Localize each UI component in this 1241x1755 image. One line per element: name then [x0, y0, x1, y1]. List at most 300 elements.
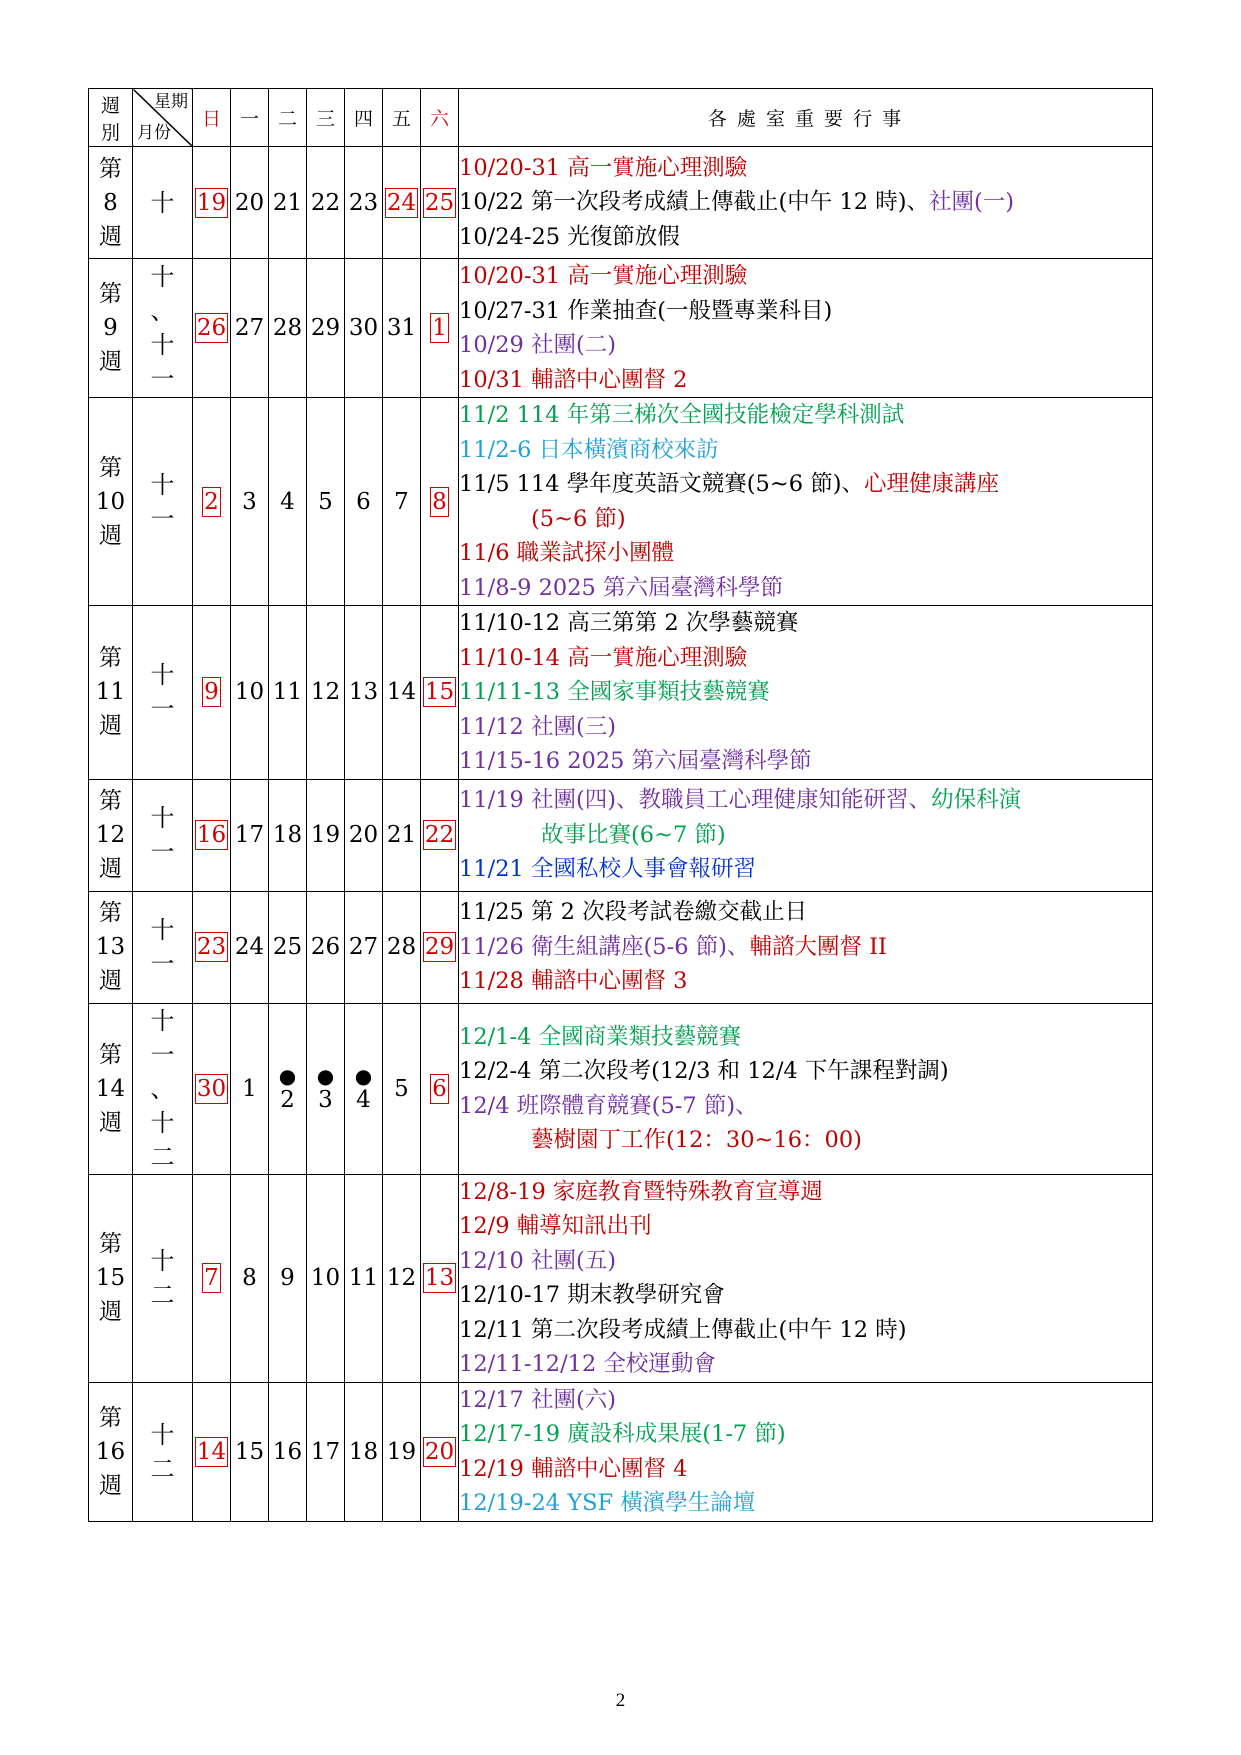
day-number: 5 [394, 1075, 409, 1102]
day-cell [193, 259, 231, 398]
day-number: 1 [242, 1075, 257, 1102]
week-row [89, 1174, 1153, 1382]
day-number: 11 [272, 679, 303, 706]
day-number: 29 [310, 315, 341, 341]
events-cell [459, 259, 1153, 398]
event-text: 11/2-6 日本橫濱商校來訪 [459, 436, 719, 463]
week-header-bottom: 別 [100, 121, 120, 144]
event-text: 11/12 社團(三) [459, 713, 617, 740]
exam-dot-icon: ● [316, 1063, 335, 1088]
event-line [459, 1244, 1152, 1279]
event-text: 10/20-31 高一實施心理測驗 [459, 154, 748, 181]
event-text: (5~6 節) [531, 505, 626, 532]
day-cell [231, 259, 269, 398]
day-cell [193, 1174, 231, 1382]
event-text: 幼保科演 [931, 787, 1022, 814]
event-line [459, 1175, 1152, 1210]
event-text: 11/26 衛生組講座(5-6 節)、 [459, 933, 750, 960]
event-text: 11/25 第 2 次段考試卷繳交截止日 [459, 899, 808, 926]
week-column-header [89, 89, 133, 147]
event-line [459, 1452, 1152, 1487]
week-header-top: 週 [100, 94, 120, 117]
day-cell [231, 891, 269, 1003]
event-text: 10/29 社團(二) [459, 332, 617, 358]
month-text: 十 [150, 1006, 175, 1035]
event-text: 12/17 社團(六) [459, 1386, 617, 1413]
month-text: 十 [150, 916, 175, 944]
diagonal-header [133, 89, 193, 147]
event-line [459, 536, 1152, 571]
event-line [459, 930, 1152, 965]
week-label-cell [89, 891, 133, 1003]
event-line [459, 1020, 1152, 1055]
month-text: 十 [150, 804, 175, 832]
day-number: 2 [204, 488, 219, 515]
month-cell [133, 1174, 193, 1382]
day-number: 21 [272, 189, 303, 216]
day-number: 17 [310, 1438, 341, 1465]
event-text: 12/11 第二次段考成績上傳截止(中午 12 時) [459, 1316, 907, 1343]
event-text: 11/8-9 2025 第六屆臺灣科學節 [459, 574, 784, 601]
day-number: 28 [386, 934, 417, 960]
week-label-cell [89, 779, 133, 891]
event-text: 故事比賽(6~7 節) [541, 821, 726, 848]
day-cell [345, 398, 383, 606]
day-cell [307, 1003, 345, 1174]
week-label-text: 第 [99, 1404, 122, 1431]
event-line [459, 641, 1152, 676]
month-text: 一 [150, 838, 175, 866]
events-cell [459, 1003, 1153, 1174]
day-number: 27 [234, 315, 265, 341]
week-label-text: 12 [95, 822, 126, 848]
day-cell [231, 606, 269, 780]
day-number: 22 [424, 822, 455, 848]
day-number: 19 [310, 822, 341, 848]
day-number: 22 [310, 189, 341, 216]
day-number: 25 [272, 934, 303, 960]
week-label-text: 週 [99, 1109, 122, 1136]
event-text: 12/19 輔諮中心團督 4 [459, 1455, 688, 1482]
month-text: 一 [150, 695, 175, 724]
month-cell [133, 606, 193, 780]
week-label-cell [89, 147, 133, 259]
day-cell [307, 1174, 345, 1382]
day-number: 30 [348, 315, 379, 341]
event-text: 12/17-19 廣設科成果展(1-7 節) [459, 1421, 786, 1447]
day-cell [269, 606, 307, 780]
day-cell [269, 891, 307, 1003]
day-number: 27 [348, 934, 379, 960]
day-number: 4 [356, 1086, 371, 1113]
month-cell [133, 259, 193, 398]
day-cell [345, 1382, 383, 1521]
week-label-text: 16 [95, 1438, 126, 1465]
event-text: 10/27-31 作業抽查(一般暨專業科目) [459, 297, 833, 324]
event-text: 11/10-12 高三第第 2 次學藝競賽 [459, 610, 799, 636]
day-number: 30 [196, 1075, 227, 1102]
week-row [89, 779, 1153, 891]
week-row [89, 891, 1153, 1003]
event-text: 12/8-19 家庭教育暨特殊教育宣導週 [459, 1178, 823, 1205]
header-row [89, 89, 1153, 147]
event-line [459, 433, 1152, 468]
day-number: 29 [424, 934, 455, 960]
day-number: 7 [394, 488, 409, 515]
day-cell [231, 1382, 269, 1521]
week-label-text: 週 [99, 522, 122, 549]
event-line [459, 1313, 1152, 1348]
day-header-fri: 五 [383, 89, 421, 147]
week-label-text: 第 [99, 155, 122, 182]
event-text: 10/24-25 光復節放假 [459, 223, 680, 250]
day-cell [307, 1382, 345, 1521]
events-header: 各 處 室 重 要 行 事 [459, 89, 1153, 147]
day-cell [231, 1174, 269, 1382]
day-number: 13 [348, 679, 379, 706]
event-line [459, 328, 1152, 363]
day-number: 11 [348, 1265, 379, 1291]
event-text: 12/19-24 YSF 橫濱學生論壇 [459, 1490, 756, 1516]
month-text: 十 [150, 188, 175, 217]
day-cell [345, 606, 383, 780]
day-cell [193, 891, 231, 1003]
event-text: 12/4 班際體育競賽(5-7 節)、 [459, 1092, 758, 1119]
day-cell [269, 259, 307, 398]
month-cell [133, 779, 193, 891]
week-label-text: 14 [95, 1075, 126, 1102]
day-cell [345, 779, 383, 891]
event-line [459, 363, 1152, 398]
day-cell [231, 1003, 269, 1174]
week-row [89, 147, 1153, 259]
event-line [459, 294, 1152, 329]
month-text: 一 [150, 504, 175, 533]
event-line [459, 220, 1152, 255]
event-text: 11/5 114 學年度英語文競賽(5~6 節)、 [459, 471, 864, 497]
day-cell [193, 398, 231, 606]
day-cell [193, 606, 231, 780]
month-text: 一 [150, 1040, 175, 1069]
exam-dot-icon: ● [278, 1063, 297, 1088]
event-line [459, 1123, 1152, 1158]
week-label-text: 週 [99, 1472, 122, 1499]
event-line [459, 1383, 1152, 1418]
week-label-text: 週 [99, 349, 122, 375]
day-cell [421, 1382, 459, 1521]
day-cell [421, 1003, 459, 1174]
day-number: 20 [234, 189, 265, 216]
day-number: 24 [386, 189, 417, 216]
event-line [459, 1054, 1152, 1089]
day-number: 15 [234, 1438, 265, 1465]
week-label-text: 10 [95, 488, 126, 515]
week-label-text: 13 [95, 934, 126, 960]
day-cell [345, 1174, 383, 1382]
day-cell [269, 1174, 307, 1382]
day-cell [421, 779, 459, 891]
event-line [459, 571, 1152, 606]
event-line [459, 1347, 1152, 1382]
day-header-tue: 二 [269, 89, 307, 147]
week-label-cell [89, 1382, 133, 1521]
week-label-text: 週 [99, 713, 122, 740]
day-number: 19 [386, 1438, 417, 1465]
event-text: 12/2-4 第二次段考(12/3 和 12/4 下午課程對調) [459, 1058, 949, 1084]
month-text: 十 [150, 1108, 175, 1137]
day-cell [383, 606, 421, 780]
events-cell [459, 1174, 1153, 1382]
week-label-text: 週 [99, 223, 122, 250]
day-header-wed: 三 [307, 89, 345, 147]
week-label-cell [89, 398, 133, 606]
week-row [89, 398, 1153, 606]
event-line [459, 964, 1152, 999]
day-number: 6 [356, 488, 371, 515]
week-label-text: 第 [99, 900, 122, 926]
day-cell [269, 1003, 307, 1174]
events-cell [459, 147, 1153, 259]
event-line [459, 185, 1152, 220]
week-label-text: 週 [99, 856, 122, 882]
event-line [459, 1278, 1152, 1313]
day-cell [231, 398, 269, 606]
week-label-cell [89, 1174, 133, 1382]
event-text: 12/11-12/12 全校運動會 [459, 1351, 716, 1377]
event-line [459, 1417, 1152, 1452]
day-number: 26 [310, 934, 341, 960]
day-cell [307, 779, 345, 891]
day-cell [193, 147, 231, 259]
day-cell [383, 398, 421, 606]
week-label-text: 8 [103, 189, 118, 216]
month-text: 一 [150, 950, 175, 978]
day-cell [421, 1174, 459, 1382]
day-header-sun: 日 [193, 89, 231, 147]
event-line [459, 398, 1152, 433]
day-number: 14 [196, 1438, 227, 1465]
event-line [459, 1089, 1152, 1124]
day-number: 23 [196, 934, 227, 960]
day-cell [307, 147, 345, 259]
day-header-sat: 六 [421, 89, 459, 147]
page-number: 2 [615, 1690, 626, 1711]
day-number: 3 [318, 1086, 333, 1113]
day-number: 21 [386, 822, 417, 848]
day-cell [345, 259, 383, 398]
month-text: 十 [150, 1247, 175, 1275]
day-number: 13 [424, 1265, 455, 1291]
day-number: 18 [272, 822, 303, 848]
event-line [459, 1486, 1152, 1521]
event-text: 10/31 輔諮中心團督 2 [459, 366, 688, 393]
events-cell [459, 891, 1153, 1003]
day-cell [345, 891, 383, 1003]
day-cell [307, 259, 345, 398]
day-cell [193, 1382, 231, 1521]
event-text: 11/11-13 全國家事類技藝競賽 [459, 679, 770, 705]
day-cell [421, 398, 459, 606]
day-number: 6 [432, 1075, 447, 1102]
day-number: 16 [196, 822, 227, 848]
week-row [89, 1382, 1153, 1521]
week-label-text: 9 [103, 315, 118, 341]
event-text: 11/10-14 高一實施心理測驗 [459, 644, 748, 671]
event-text: 10/22 第一次段考成績上傳截止(中午 12 時)、 [459, 189, 929, 216]
day-number: 23 [348, 189, 379, 216]
week-label-text: 第 [99, 1041, 122, 1068]
day-cell [269, 398, 307, 606]
month-text: 十 [150, 331, 175, 359]
month-text: 二 [150, 1142, 175, 1171]
month-cell [133, 1003, 193, 1174]
day-number: 24 [234, 934, 265, 960]
day-number: 4 [280, 488, 295, 515]
event-line [459, 710, 1152, 745]
day-number: 3 [242, 488, 257, 515]
week-label-text: 11 [95, 679, 126, 706]
day-number: 10 [310, 1265, 341, 1291]
event-text: 11/2 114 年第三梯次全國技能檢定學科測試 [459, 402, 905, 428]
month-text: 十 [150, 1420, 175, 1449]
day-cell [383, 1174, 421, 1382]
day-number: 31 [386, 315, 417, 341]
day-number: 12 [386, 1265, 417, 1291]
month-text: 十 [150, 661, 175, 690]
day-number: 17 [234, 822, 265, 848]
month-cell [133, 891, 193, 1003]
day-number: 25 [424, 189, 455, 216]
event-line [459, 502, 1152, 537]
day-cell [383, 1382, 421, 1521]
week-label-text: 第 [99, 454, 122, 481]
day-cell [383, 779, 421, 891]
day-header-thu: 四 [345, 89, 383, 147]
day-number: 20 [348, 822, 379, 848]
day-cell [345, 147, 383, 259]
day-cell [307, 606, 345, 780]
event-text: 藝樹園丁工作(12：30~16：00) [531, 1127, 862, 1153]
event-line [459, 818, 1152, 853]
event-line [459, 895, 1152, 930]
events-cell [459, 606, 1153, 780]
day-cell [421, 147, 459, 259]
day-number: 12 [310, 679, 341, 706]
event-text: 11/6 職業試探小團體 [459, 540, 675, 566]
event-text: 10/20-31 高一實施心理測驗 [459, 263, 748, 289]
day-number: 15 [424, 679, 455, 706]
day-cell [307, 891, 345, 1003]
day-number: 8 [432, 488, 447, 515]
week-row [89, 606, 1153, 780]
event-line [459, 744, 1152, 779]
day-cell [421, 891, 459, 1003]
day-number: 7 [204, 1265, 219, 1291]
event-text: 12/9 輔導知訊出刊 [459, 1213, 652, 1239]
month-header-label: 月份 [137, 123, 171, 143]
week-label-text: 週 [99, 1299, 122, 1325]
month-cell [133, 1382, 193, 1521]
events-cell [459, 1382, 1153, 1521]
event-text: 11/15-16 2025 第六屆臺灣科學節 [459, 748, 812, 774]
exam-dot-icon: ● [354, 1063, 373, 1088]
month-text: 二 [150, 1454, 175, 1483]
day-number: 10 [234, 679, 265, 706]
week-row [89, 1003, 1153, 1174]
day-cell [269, 147, 307, 259]
month-text: 二 [150, 1281, 175, 1309]
weekday-header-label: 星期 [154, 92, 188, 112]
event-line [459, 675, 1152, 710]
week-label-text: 週 [99, 968, 122, 994]
event-line [459, 783, 1152, 818]
week-label-cell [89, 259, 133, 398]
day-cell [383, 1003, 421, 1174]
day-cell [193, 779, 231, 891]
day-number: 1 [432, 315, 447, 341]
day-cell [231, 147, 269, 259]
event-line [459, 852, 1152, 887]
event-line [459, 1209, 1152, 1244]
event-line [459, 467, 1152, 502]
day-cell [307, 398, 345, 606]
event-text: 輔諮大團督 II [749, 933, 887, 960]
day-number: 2 [280, 1086, 295, 1113]
calendar-table [88, 88, 1153, 1522]
day-cell [345, 1003, 383, 1174]
day-cell [269, 779, 307, 891]
week-label-text: 第 [99, 645, 122, 672]
day-number: 9 [204, 679, 219, 706]
week-label-text: 15 [95, 1265, 126, 1291]
day-cell [193, 1003, 231, 1174]
month-text: 十 [150, 470, 175, 499]
day-cell [383, 147, 421, 259]
event-text: 12/10-17 期末教學研究會 [459, 1282, 725, 1308]
event-text: 11/28 輔諮中心團督 3 [459, 968, 688, 995]
day-cell [383, 891, 421, 1003]
month-text: 一 [150, 365, 175, 393]
day-number: 20 [424, 1438, 455, 1465]
day-number: 19 [196, 189, 227, 216]
week-label-text: 第 [99, 281, 122, 307]
event-text: 12/1-4 全國商業類技藝競賽 [459, 1023, 742, 1050]
day-number: 5 [318, 488, 333, 515]
day-number: 8 [242, 1265, 257, 1291]
day-number: 14 [386, 679, 417, 706]
day-number: 16 [272, 1438, 303, 1465]
events-cell [459, 398, 1153, 606]
day-header-mon: 一 [231, 89, 269, 147]
event-line [459, 259, 1152, 294]
day-number: 26 [196, 315, 227, 341]
month-cell [133, 147, 193, 259]
month-text: 十 [150, 263, 175, 291]
week-label-text: 第 [99, 788, 122, 814]
day-number: 18 [348, 1438, 379, 1465]
day-number: 9 [280, 1265, 295, 1291]
event-line [459, 151, 1152, 186]
event-text: 11/21 全國私校人事會報研習 [459, 856, 756, 883]
day-cell [383, 259, 421, 398]
day-cell [421, 259, 459, 398]
event-text: 社團(一) [929, 189, 1015, 216]
week-label-cell [89, 1003, 133, 1174]
week-row [89, 259, 1153, 398]
month-text: 、 [150, 297, 175, 325]
events-cell [459, 779, 1153, 891]
event-text: 11/19 社團(四)、教職員工心理健康知能研習、 [459, 787, 932, 814]
